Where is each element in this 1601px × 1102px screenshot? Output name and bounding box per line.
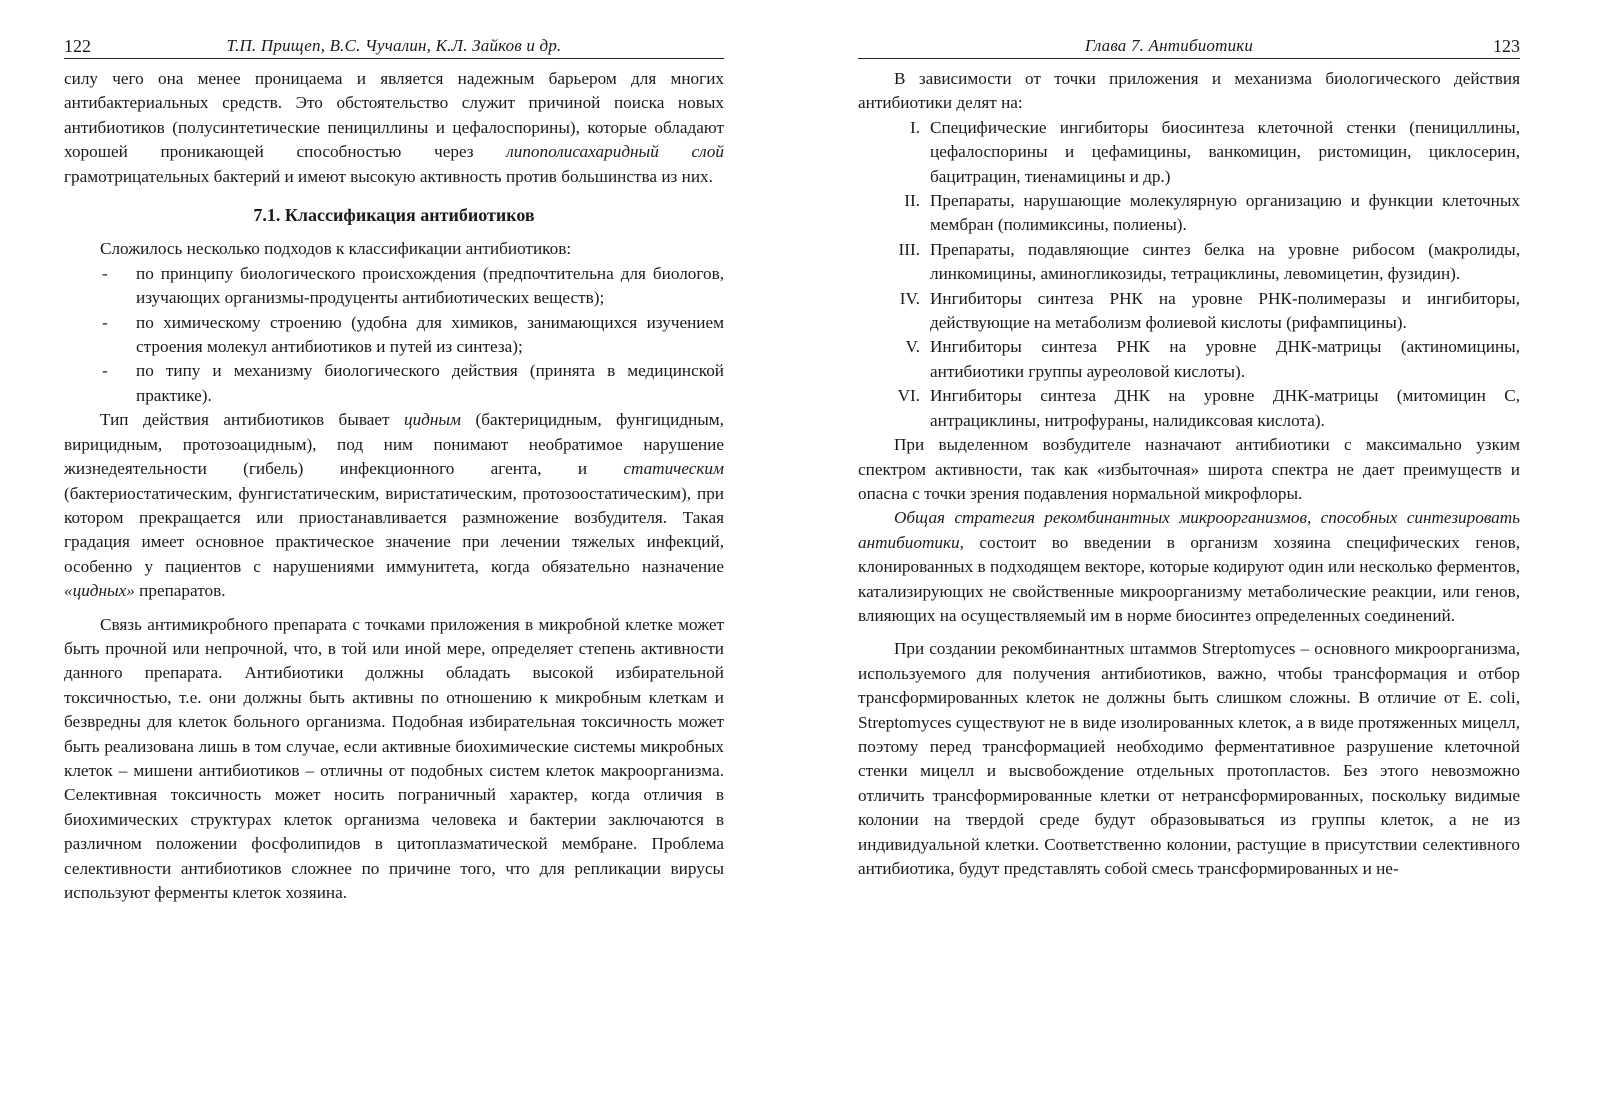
paragraph — [64, 408, 724, 603]
roman-marker: III. — [898, 239, 920, 259]
list-item-text: Препараты, подавляющие синтез белка на уровне рибосом (макролиды, линкомицины, аминогликозиды, тетрациклины, левомицетин, фузидин). — [930, 239, 1520, 284]
text-run: (бактерицидным, фунгицидным, вирицидным, протозоацидным), под ним понимают необратимое нарушение жизнедеятельности (гибель) инфекционного агента, и — [64, 410, 724, 479]
roman-marker: II. — [904, 191, 920, 211]
list-item — [64, 359, 724, 408]
list-item-text: Специфические ингибиторы биосинтеза клеточной стенки (пенициллины, цефалоспорины и цефамицины, ванкомицин, ристомицин, циклосерин, бацитрацин, тиенамицины и др.) — [930, 117, 1520, 186]
text-run: , состоит во введении в организм хозяина специфических генов, клонированных в подходящем векторе, которые кодируют один или несколько ферментов, катализирующих не свойственные микроорганизму метаболические реакции, или генов, влияющих на осуществляемый им в норме биосинтез определенных соединений. — [858, 532, 1520, 625]
dash-list — [64, 262, 724, 408]
roman-marker: V. — [905, 337, 920, 357]
italic-term: «цидных» — [64, 581, 135, 601]
bullet-marker: - — [102, 263, 108, 283]
list-item — [64, 262, 724, 311]
text-run: грамотрицательных бактерий и имеют высокую активность против большинства из них. — [64, 166, 713, 186]
paragraph — [64, 67, 724, 189]
list-item-text: по химическому строению (удобна для химиков, занимающихся изучением строения молекул антибиотиков и путей из синтеза); — [136, 312, 724, 357]
italic-term: статическим — [623, 459, 724, 479]
text-run: (бактериостатическим, фунгистатическим, виристатическим, протозоостатическим), при котором прекращается или приостанавливается размножение возбудителя. Такая градация имеет основное практическое значение при лечении тяжелых инфекций, особенно у пациентов с нарушениями иммунитета, когда обязательно назначение — [64, 483, 724, 576]
right-running-head — [858, 32, 1520, 59]
list-item — [858, 287, 1520, 336]
paragraph: В зависимости от точки приложения и механизма биологического действия антибиотики делят на: — [858, 69, 1520, 113]
text-run: силу чего она менее проницаема и является надежным барьером для многих антибактериальных средств. Это обстоятельство служит причиной поиска новых антибиотиков (полусинтетические пенициллины и цефалоспорины), которые обладают хорошей проникающей способностью через — [64, 69, 724, 162]
roman-marker: VI. — [897, 386, 920, 406]
bullet-marker: - — [102, 312, 108, 332]
paragraph: Сложилось несколько подходов к классификации антибиотиков: — [100, 239, 572, 259]
running-title: Т.П. Прищеп, В.С. Чучалин, К.Л. Зайков и др. — [226, 36, 562, 55]
bullet-marker: - — [102, 361, 108, 381]
list-item-text: Препараты, нарушающие молекулярную организацию и функции клеточных мембран (полимиксины, полиены). — [930, 191, 1520, 235]
list-item-text: Ингибиторы синтеза РНК на уровне РНК-полимеразы и ингибиторы, действующие на метаболизм фолиевой кислоты (рифампицины). — [930, 288, 1520, 333]
list-item — [858, 335, 1520, 384]
italic-term: цидным — [403, 410, 462, 430]
list-item — [858, 189, 1520, 238]
text-run: препаратов. — [134, 581, 226, 601]
roman-marker: IV. — [899, 288, 920, 308]
list-item-text: по типу и механизму биологического действия (принята в медицинской практике). — [136, 361, 724, 405]
left-page — [64, 32, 724, 905]
list-item — [858, 116, 1520, 189]
list-item-text: Ингибиторы синтеза РНК на уровне ДНК-матрицы (актиномицины, антибиотики группы ауреоловой кислоты). — [930, 337, 1520, 381]
left-page-body — [64, 67, 724, 905]
left-running-head — [64, 32, 724, 59]
italic-term: липополисахаридный слой — [506, 142, 724, 162]
list-item-text: по принципу биологического происхождения (предпочтительна для биологов, изучающих организмы-продуценты антибиотических веществ); — [136, 263, 724, 308]
paragraph: При выделенном возбудителе назначают антибиотики с максимально узким спектром активности, так как «избыточная» широта спектра не дает преимуществ и опасна с точки зрения подавления нормальной микрофлоры. — [858, 435, 1520, 503]
page-number: 122 — [64, 36, 91, 56]
page-number: 123 — [1493, 36, 1520, 56]
italic-term: Общая стратегия рекомбинантных микроорганизмов, способных синтезировать антибиотики — [858, 508, 1520, 552]
roman-list — [858, 116, 1520, 433]
paragraph: Связь антимикробного препарата с точками приложения в микробной клетке может быть прочной или непрочной, что, в той или иной мере, определяет степень активности данного препарата. Антибиотики должны обладать высокой избирательной токсичностью, т.е. они должны быть активны по отношению к микробным клеткам и безвредны для клеток больного организма. Подобная избирательная токсичность может быть реализована лишь в том случае, если активные биохимические системы микробных клеток – мишени антибиотиков – отличны от подобных систем клеток макроорганизма. Селективная токсичность может носить пограничный характер, когда отличия в биохимических структурах клеток организма человека и бактерии заключаются в различном положении фосфолипидов в цитоплазматической мембране. Проблема селективности антибиотиков сложнее по причине того, что для репликации вирусы используют ферменты клеток хозяина. — [64, 614, 724, 902]
list-item — [858, 384, 1520, 433]
list-item — [64, 311, 724, 360]
right-page-body — [858, 67, 1520, 881]
right-page — [858, 32, 1520, 881]
list-item — [858, 238, 1520, 287]
section-heading: 7.1. Классификация антибиотиков — [253, 205, 535, 226]
running-title: Глава 7. Антибиотики — [1084, 36, 1254, 55]
roman-marker: I. — [909, 117, 920, 137]
paragraph: При создании рекомбинантных штаммов Streptomyces – основного микроорганизма, используемого для получения антибиотиков, важно, чтобы трансформация и отбор трансформированных клеток не должны быть слишком сложны. В отличие от E. coli, Streptomyces существуют не в виде изолированных клеток, а в виде протяженных мицелл, поэтому перед трансформацией необходимо ферментативное разрушение клеточной стенки мицелл и высвобождение отдельных протопластов. Без этого невозможно отличить трансформированные клетки от нетрансформированных, поскольку видимые колонии на твердой среде будут образовываться из группы клеток, а не из индивидуальной клетки. Соответственно колонии, растущие в присутствии селективного антибиотика, будут представлять собой смесь трансформированных и не- — [858, 639, 1520, 878]
list-item-text: Ингибиторы синтеза ДНК на уровне ДНК-матрицы (митомицин С, антрациклины, нитрофураны, налидиксовая кислота). — [930, 386, 1520, 430]
paragraph — [858, 506, 1520, 628]
text-run: Тип действия антибиотиков бывает — [100, 410, 404, 430]
